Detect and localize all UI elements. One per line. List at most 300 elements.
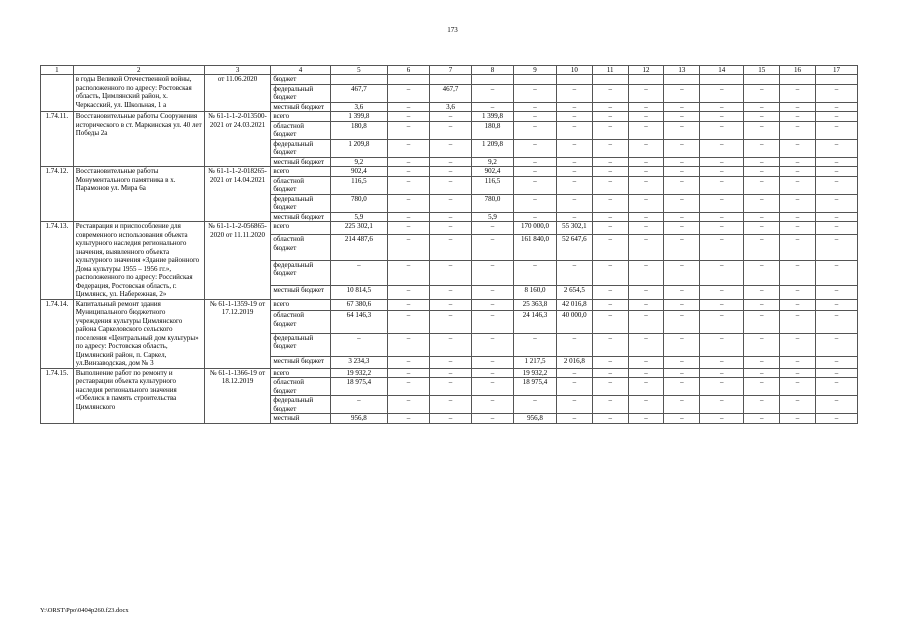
amount-cell: –: [664, 167, 700, 177]
funding-source: всего: [271, 167, 330, 177]
amount-cell: –: [330, 260, 387, 285]
amount-cell: –: [780, 235, 816, 260]
amount-cell: –: [388, 222, 430, 235]
amount-cell: [471, 75, 513, 85]
funding-source: всего: [271, 222, 330, 235]
amount-cell: –: [471, 356, 513, 368]
amount-cell: –: [388, 299, 430, 311]
amount-cell: –: [430, 121, 472, 139]
amount-cell: 19 932,2: [330, 368, 387, 378]
amount-cell: [744, 75, 780, 85]
amount-cell: –: [744, 414, 780, 424]
amount-cell: 9,2: [471, 157, 513, 167]
amount-cell: –: [664, 299, 700, 311]
amount-cell: –: [780, 212, 816, 222]
col-num: 2: [73, 66, 204, 75]
amount-cell: –: [628, 194, 664, 212]
amount-cell: –: [700, 112, 744, 122]
funding-source: местный бюджет: [271, 157, 330, 167]
amount-cell: –: [628, 222, 664, 235]
amount-cell: –: [388, 157, 430, 167]
amount-cell: –: [815, 378, 857, 396]
amount-cell: [430, 75, 472, 85]
amount-cell: –: [700, 84, 744, 102]
amount-cell: –: [592, 176, 628, 194]
item-document: № 61-1-1-2-013500-2021 от 24.03.2021: [204, 112, 271, 167]
amount-cell: –: [556, 167, 592, 177]
amount-cell: –: [592, 260, 628, 285]
amount-cell: –: [513, 139, 556, 157]
amount-cell: –: [430, 260, 472, 285]
amount-cell: –: [780, 84, 816, 102]
amount-cell: –: [628, 84, 664, 102]
amount-cell: –: [815, 396, 857, 414]
amount-cell: 42 016,8: [556, 299, 592, 311]
item-number: [41, 75, 74, 112]
amount-cell: –: [592, 167, 628, 177]
amount-cell: 2 654,5: [556, 286, 592, 299]
amount-cell: –: [471, 84, 513, 102]
item-number: 1.74.13.: [41, 222, 74, 300]
amount-cell: 8 160,0: [513, 286, 556, 299]
amount-cell: [388, 75, 430, 85]
amount-cell: –: [628, 235, 664, 260]
item-document: № 61-1-1-2-056865-2020 от 11.11.2020: [204, 222, 271, 300]
amount-cell: –: [664, 157, 700, 167]
amount-cell: –: [700, 235, 744, 260]
col-num: 17: [815, 66, 857, 75]
amount-cell: –: [780, 396, 816, 414]
amount-cell: [330, 75, 387, 85]
amount-cell: –: [556, 212, 592, 222]
amount-cell: –: [628, 102, 664, 112]
amount-cell: 3,6: [430, 102, 472, 112]
amount-cell: –: [592, 333, 628, 356]
amount-cell: –: [780, 222, 816, 235]
amount-cell: –: [556, 176, 592, 194]
amount-cell: –: [556, 378, 592, 396]
amount-cell: –: [700, 212, 744, 222]
amount-cell: –: [700, 194, 744, 212]
item-document: № 61-1-1359-19 от 17.12.2019: [204, 299, 271, 368]
amount-cell: –: [592, 112, 628, 122]
amount-cell: 170 000,0: [513, 222, 556, 235]
amount-cell: [556, 75, 592, 85]
amount-cell: –: [430, 378, 472, 396]
col-num: 1: [41, 66, 74, 75]
amount-cell: –: [628, 112, 664, 122]
amount-cell: –: [556, 121, 592, 139]
amount-cell: –: [430, 286, 472, 299]
amount-cell: –: [592, 414, 628, 424]
table-row: [41, 112, 858, 122]
col-num: 11: [592, 66, 628, 75]
amount-cell: –: [628, 260, 664, 285]
item-document: от 11.06.2020: [204, 75, 271, 112]
amount-cell: –: [700, 167, 744, 177]
amount-cell: –: [592, 356, 628, 368]
table-row: [41, 299, 858, 311]
amount-cell: –: [628, 167, 664, 177]
amount-cell: 55 302,1: [556, 222, 592, 235]
amount-cell: –: [780, 167, 816, 177]
funding-source: федеральный бюджет: [271, 139, 330, 157]
amount-cell: –: [430, 157, 472, 167]
table-row: [41, 75, 858, 85]
amount-cell: –: [592, 121, 628, 139]
amount-cell: –: [815, 368, 857, 378]
amount-cell: 3 234,3: [330, 356, 387, 368]
amount-cell: –: [628, 414, 664, 424]
funding-source: федеральный бюджет: [271, 396, 330, 414]
amount-cell: –: [744, 212, 780, 222]
amount-cell: 956,8: [513, 414, 556, 424]
amount-cell: –: [592, 157, 628, 167]
amount-cell: –: [744, 260, 780, 285]
amount-cell: –: [628, 286, 664, 299]
table-row: [41, 222, 858, 235]
amount-cell: –: [628, 121, 664, 139]
amount-cell: –: [556, 102, 592, 112]
amount-cell: –: [556, 333, 592, 356]
amount-cell: –: [592, 286, 628, 299]
amount-cell: –: [815, 84, 857, 102]
amount-cell: 1 399,8: [471, 112, 513, 122]
amount-cell: –: [513, 121, 556, 139]
amount-cell: –: [815, 222, 857, 235]
amount-cell: –: [513, 333, 556, 356]
amount-cell: –: [815, 299, 857, 311]
col-num: 10: [556, 66, 592, 75]
amount-cell: –: [744, 121, 780, 139]
amount-cell: –: [430, 414, 472, 424]
amount-cell: –: [430, 356, 472, 368]
amount-cell: 467,7: [430, 84, 472, 102]
amount-cell: [513, 75, 556, 85]
amount-cell: –: [744, 84, 780, 102]
amount-cell: –: [556, 157, 592, 167]
amount-cell: –: [780, 286, 816, 299]
amount-cell: –: [556, 396, 592, 414]
funding-source: областной бюджет: [271, 176, 330, 194]
amount-cell: –: [430, 139, 472, 157]
amount-cell: 902,4: [471, 167, 513, 177]
amount-cell: –: [592, 235, 628, 260]
amount-cell: –: [628, 378, 664, 396]
funding-source: федеральный бюджет: [271, 260, 330, 285]
amount-cell: –: [556, 260, 592, 285]
item-number: 1.74.11.: [41, 112, 74, 167]
amount-cell: –: [700, 286, 744, 299]
amount-cell: –: [780, 176, 816, 194]
amount-cell: –: [744, 194, 780, 212]
amount-cell: –: [471, 235, 513, 260]
amount-cell: –: [556, 194, 592, 212]
amount-cell: –: [513, 176, 556, 194]
amount-cell: –: [592, 194, 628, 212]
amount-cell: –: [664, 194, 700, 212]
amount-cell: –: [815, 212, 857, 222]
item-number: 1.74.15.: [41, 368, 74, 423]
amount-cell: –: [592, 378, 628, 396]
amount-cell: –: [430, 222, 472, 235]
amount-cell: 116,5: [471, 176, 513, 194]
amount-cell: –: [700, 121, 744, 139]
amount-cell: –: [780, 333, 816, 356]
funding-source: всего: [271, 368, 330, 378]
amount-cell: –: [430, 167, 472, 177]
amount-cell: –: [664, 378, 700, 396]
amount-cell: –: [744, 368, 780, 378]
amount-cell: 180,8: [471, 121, 513, 139]
amount-cell: –: [471, 378, 513, 396]
amount-cell: [592, 75, 628, 85]
amount-cell: [780, 75, 816, 85]
budget-table: [40, 65, 858, 424]
amount-cell: –: [628, 157, 664, 167]
amount-cell: –: [388, 311, 430, 334]
amount-cell: –: [471, 286, 513, 299]
funding-source: областной бюджет: [271, 235, 330, 260]
amount-cell: 2 016,8: [556, 356, 592, 368]
amount-cell: [815, 75, 857, 85]
col-num: 8: [471, 66, 513, 75]
amount-cell: –: [471, 396, 513, 414]
funding-source: федеральный бюджет: [271, 84, 330, 102]
column-number-row: [41, 66, 858, 75]
amount-cell: –: [780, 414, 816, 424]
amount-cell: –: [664, 84, 700, 102]
amount-cell: –: [815, 414, 857, 424]
amount-cell: –: [815, 167, 857, 177]
amount-cell: –: [664, 260, 700, 285]
amount-cell: –: [700, 396, 744, 414]
amount-cell: –: [815, 121, 857, 139]
amount-cell: –: [744, 102, 780, 112]
amount-cell: 956,8: [330, 414, 387, 424]
amount-cell: –: [815, 286, 857, 299]
amount-cell: –: [556, 414, 592, 424]
amount-cell: –: [780, 139, 816, 157]
amount-cell: –: [430, 368, 472, 378]
item-name: Реставрация и приспособление для современного использования объекта культурного наследия регионального значения, выявленного объекта культурного значения «Здание районного Дома культуры 1955 – 1956 гг.», расположенного по адресу: Российская Федерация, Ростовская область, г. Цимлянск, ул. Набережная, 2»: [73, 222, 204, 300]
amount-cell: –: [664, 222, 700, 235]
item-document: № 61-1-1-2-018265-2021 от 14.04.2021: [204, 167, 271, 222]
funding-source: местный бюджет: [271, 286, 330, 299]
amount-cell: 467,7: [330, 84, 387, 102]
amount-cell: 24 146,3: [513, 311, 556, 334]
amount-cell: –: [744, 356, 780, 368]
amount-cell: –: [592, 212, 628, 222]
amount-cell: –: [430, 112, 472, 122]
amount-cell: –: [430, 333, 472, 356]
funding-source: областной бюджет: [271, 311, 330, 334]
amount-cell: –: [556, 112, 592, 122]
amount-cell: 1 209,8: [471, 139, 513, 157]
amount-cell: 9,2: [330, 157, 387, 167]
col-num: 15: [744, 66, 780, 75]
amount-cell: –: [780, 260, 816, 285]
amount-cell: –: [744, 222, 780, 235]
amount-cell: –: [430, 176, 472, 194]
amount-cell: 18 975,4: [513, 378, 556, 396]
amount-cell: –: [664, 139, 700, 157]
amount-cell: –: [780, 368, 816, 378]
amount-cell: –: [388, 102, 430, 112]
amount-cell: –: [780, 311, 816, 334]
amount-cell: –: [700, 260, 744, 285]
amount-cell: –: [815, 176, 857, 194]
col-num: 9: [513, 66, 556, 75]
item-name: Капитальный ремонт здания Муниципального бюджетного учреждения культуры Цимлянского района Саркеловского сельского поселения «Центральный дом культуры» по адресу: Ростовская область, Цимлянский район, п. Саркел, ул.Винзаводская, дом № 3: [73, 299, 204, 368]
amount-cell: –: [815, 235, 857, 260]
amount-cell: –: [744, 378, 780, 396]
amount-cell: 1 399,8: [330, 112, 387, 122]
amount-cell: 18 975,4: [330, 378, 387, 396]
funding-source: местный бюджет: [271, 102, 330, 112]
amount-cell: –: [388, 378, 430, 396]
amount-cell: –: [664, 311, 700, 334]
amount-cell: –: [700, 311, 744, 334]
table-row: [41, 167, 858, 177]
amount-cell: –: [471, 414, 513, 424]
col-num: 5: [330, 66, 387, 75]
amount-cell: –: [628, 356, 664, 368]
amount-cell: –: [592, 139, 628, 157]
amount-cell: 40 000,0: [556, 311, 592, 334]
file-path-footer: Y:\ORST\Ppo\0404p260.f23.docx: [40, 607, 129, 614]
col-num: 6: [388, 66, 430, 75]
col-num: 4: [271, 66, 330, 75]
amount-cell: –: [513, 212, 556, 222]
amount-cell: –: [744, 286, 780, 299]
amount-cell: –: [556, 84, 592, 102]
amount-cell: 52 647,6: [556, 235, 592, 260]
amount-cell: –: [388, 139, 430, 157]
amount-cell: –: [744, 167, 780, 177]
amount-cell: –: [513, 167, 556, 177]
amount-cell: –: [513, 84, 556, 102]
amount-cell: 902,4: [330, 167, 387, 177]
amount-cell: –: [388, 368, 430, 378]
amount-cell: [700, 75, 744, 85]
amount-cell: –: [700, 299, 744, 311]
amount-cell: –: [744, 333, 780, 356]
funding-source: местный бюджет: [271, 356, 330, 368]
amount-cell: –: [592, 311, 628, 334]
item-number: 1.74.12.: [41, 167, 74, 222]
amount-cell: 214 487,6: [330, 235, 387, 260]
amount-cell: 19 932,2: [513, 368, 556, 378]
col-num: 7: [430, 66, 472, 75]
amount-cell: –: [430, 311, 472, 334]
amount-cell: 25 363,8: [513, 299, 556, 311]
amount-cell: –: [628, 212, 664, 222]
col-num: 16: [780, 66, 816, 75]
amount-cell: –: [700, 368, 744, 378]
amount-cell: –: [471, 260, 513, 285]
amount-cell: –: [815, 102, 857, 112]
amount-cell: –: [700, 102, 744, 112]
amount-cell: [628, 75, 664, 85]
amount-cell: –: [471, 299, 513, 311]
amount-cell: –: [815, 194, 857, 212]
amount-cell: –: [471, 333, 513, 356]
amount-cell: –: [592, 84, 628, 102]
funding-source: всего: [271, 299, 330, 311]
amount-cell: –: [388, 235, 430, 260]
amount-cell: –: [628, 176, 664, 194]
amount-cell: –: [664, 112, 700, 122]
amount-cell: –: [388, 112, 430, 122]
amount-cell: –: [628, 368, 664, 378]
amount-cell: –: [700, 356, 744, 368]
col-num: 13: [664, 66, 700, 75]
amount-cell: 1 209,8: [330, 139, 387, 157]
amount-cell: –: [513, 194, 556, 212]
amount-cell: –: [700, 222, 744, 235]
amount-cell: 67 380,6: [330, 299, 387, 311]
amount-cell: –: [700, 414, 744, 424]
amount-cell: –: [388, 414, 430, 424]
amount-cell: –: [780, 356, 816, 368]
amount-cell: –: [700, 139, 744, 157]
amount-cell: –: [430, 396, 472, 414]
amount-cell: –: [388, 286, 430, 299]
amount-cell: –: [815, 311, 857, 334]
amount-cell: –: [664, 212, 700, 222]
amount-cell: [664, 75, 700, 85]
amount-cell: –: [780, 112, 816, 122]
funding-source: федеральный бюджет: [271, 194, 330, 212]
amount-cell: –: [628, 139, 664, 157]
item-name: в годы Великой Отечественной войны, расположенного по адресу: Ростовская область, Цимлянский район, х. Черкасский, ул. Школьная, 1 а: [73, 75, 204, 112]
amount-cell: –: [744, 112, 780, 122]
amount-cell: –: [592, 222, 628, 235]
amount-cell: –: [471, 102, 513, 112]
amount-cell: –: [388, 194, 430, 212]
amount-cell: –: [780, 157, 816, 167]
amount-cell: –: [815, 139, 857, 157]
amount-cell: –: [330, 396, 387, 414]
amount-cell: 780,0: [471, 194, 513, 212]
amount-cell: –: [430, 194, 472, 212]
item-name: Восстановительные работы Сооружения исторического в ст. Маркинская ул. 40 лет Победы 2а: [73, 112, 204, 167]
amount-cell: –: [388, 333, 430, 356]
funding-source: федеральный бюджет: [271, 333, 330, 356]
amount-cell: –: [664, 102, 700, 112]
amount-cell: –: [513, 396, 556, 414]
amount-cell: –: [513, 157, 556, 167]
page-number: 173: [447, 26, 458, 34]
amount-cell: –: [700, 378, 744, 396]
amount-cell: –: [388, 121, 430, 139]
amount-cell: –: [628, 299, 664, 311]
amount-cell: –: [388, 84, 430, 102]
amount-cell: –: [592, 299, 628, 311]
amount-cell: 225 302,1: [330, 222, 387, 235]
amount-cell: –: [780, 378, 816, 396]
amount-cell: –: [744, 311, 780, 334]
amount-cell: –: [513, 102, 556, 112]
col-num: 3: [204, 66, 271, 75]
amount-cell: 180,8: [330, 121, 387, 139]
amount-cell: –: [780, 121, 816, 139]
item-name: Выполнение работ по ремонту и реставрации объекта культурного наследия регионального значения «Обелиск в память строительства Цимлянского: [73, 368, 204, 423]
funding-source: бюджет: [271, 75, 330, 85]
amount-cell: –: [471, 222, 513, 235]
funding-source: местный: [271, 414, 330, 424]
